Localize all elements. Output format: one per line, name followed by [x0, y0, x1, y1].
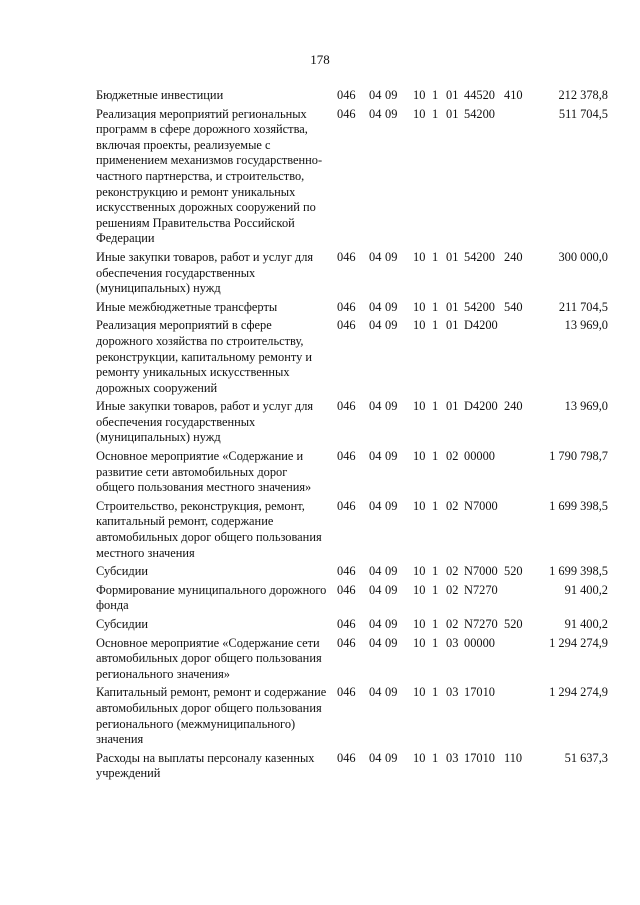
direction-code: D4200	[464, 318, 498, 333]
program-code: 10	[413, 617, 426, 631]
section-code: 04	[369, 318, 382, 333]
subprogram-code: 1	[432, 249, 439, 264]
direction-code: 44520	[464, 88, 495, 102]
program-code: 10	[413, 498, 426, 513]
amount: 1 699 398,5	[549, 498, 608, 513]
admin-code: 046	[337, 318, 356, 333]
expense-type-code: 240	[504, 249, 523, 264]
row-name: Иные закупки товаров, работ и услуг для обеспечения государственных (муниципальных) нужд	[96, 399, 314, 445]
direction-code: 00000	[464, 449, 495, 464]
row-name: Субсидии	[96, 617, 148, 631]
row-name: Основное мероприятие «Содержание и развитие сети автомобильных дорог общего пользования местного значения»	[96, 449, 312, 495]
program-code: 10	[413, 582, 426, 597]
subsection-code: 09	[385, 399, 398, 414]
admin-code: 046	[337, 106, 356, 121]
program-code: 10	[413, 88, 426, 102]
admin-code: 046	[337, 750, 356, 765]
direction-code: 54200	[464, 106, 495, 121]
section-code: 04	[369, 399, 382, 414]
direction-code: 00000	[464, 635, 495, 650]
amount: 51 637,3	[564, 750, 608, 765]
admin-code: 046	[337, 249, 356, 264]
amount: 211 704,5	[558, 299, 608, 314]
subsection-code: 09	[385, 318, 398, 333]
section-code: 04	[369, 750, 382, 765]
subprogram-code: 1	[432, 88, 439, 102]
row-name: Бюджетные инвестиции	[96, 88, 224, 102]
amount: 300 000,0	[558, 249, 608, 264]
subsection-code: 09	[385, 617, 398, 631]
activity-code: 01	[446, 399, 459, 414]
page-number: 178	[310, 52, 330, 67]
expense-type-code: 520	[504, 564, 523, 579]
program-code: 10	[413, 685, 426, 700]
direction-code: 17010	[464, 685, 495, 700]
direction-code: 54200	[464, 249, 495, 264]
amount: 91 400,2	[564, 617, 608, 631]
admin-code: 046	[337, 635, 356, 650]
subprogram-code: 1	[432, 299, 439, 314]
row-name: Расходы на выплаты персоналу казенных учреждений	[96, 750, 315, 781]
table-row	[0, 583, 640, 614]
expense-type-code: 410	[504, 88, 523, 102]
program-code: 10	[413, 449, 426, 464]
subprogram-code: 1	[432, 685, 439, 700]
direction-code: N7000	[464, 498, 498, 513]
activity-code: 03	[446, 685, 459, 700]
table-row	[0, 685, 640, 747]
row-name: Иные межбюджетные трансферты	[96, 299, 278, 314]
activity-code: 01	[446, 88, 459, 102]
subsection-code: 09	[385, 564, 398, 579]
subsection-code: 09	[385, 449, 398, 464]
table-row	[0, 318, 640, 396]
row-name: Иные закупки товаров, работ и услуг для обеспечения государственных (муниципальных) нужд	[96, 249, 314, 296]
table-row	[0, 564, 640, 580]
section-code: 04	[369, 449, 382, 464]
activity-code: 02	[446, 617, 459, 631]
program-code: 10	[413, 106, 426, 121]
amount: 212 378,8	[558, 88, 608, 102]
admin-code: 046	[337, 88, 356, 102]
subsection-code: 09	[385, 249, 398, 264]
subprogram-code: 1	[432, 498, 439, 513]
subprogram-code: 1	[432, 449, 439, 464]
admin-code: 046	[337, 617, 356, 631]
subprogram-code: 1	[432, 617, 439, 631]
amount: 91 400,2	[564, 582, 608, 597]
table-row	[0, 449, 640, 496]
admin-code: 046	[337, 399, 356, 414]
table-row	[0, 617, 640, 633]
subprogram-code: 1	[432, 399, 439, 414]
activity-code: 03	[446, 635, 459, 650]
subsection-code: 09	[385, 635, 398, 650]
row-name: Основное мероприятие «Содержание сети автомобильных дорог общего пользования регионального значения»	[96, 635, 322, 681]
amount: 13 969,0	[564, 318, 608, 333]
row-name: Строительство, реконструкция, ремонт, капитальный ремонт, содержание автомобильных дорог общего пользования местного значения	[96, 498, 322, 560]
expense-type-code: 540	[504, 299, 523, 314]
program-code: 10	[413, 564, 426, 579]
subprogram-code: 1	[432, 318, 439, 333]
admin-code: 046	[337, 498, 356, 513]
activity-code: 02	[446, 498, 459, 513]
subprogram-code: 1	[432, 106, 439, 121]
subprogram-code: 1	[432, 582, 439, 597]
row-name: Реализация мероприятий в сфере дорожного хозяйства по строительству, реконструкции, капитальному ремонту и ремонту уникальных искусственных дорожных сооружений	[96, 318, 313, 395]
direction-code: N7270	[464, 617, 498, 631]
admin-code: 046	[337, 685, 356, 700]
direction-code: 17010	[464, 750, 495, 765]
admin-code: 046	[337, 449, 356, 464]
admin-code: 046	[337, 582, 356, 597]
table-row	[0, 636, 640, 683]
program-code: 10	[413, 249, 426, 264]
activity-code: 01	[446, 318, 459, 333]
program-code: 10	[413, 750, 426, 765]
section-code: 04	[369, 498, 382, 513]
direction-code: N7000	[464, 564, 498, 579]
row-name: Реализация мероприятий региональных программ в сфере дорожного хозяйства, включая проекты, реализуемые с применением механизмов государственно-частного партнерства, и строительство, реконструкцию и ремонт уникальных искусственных дорожных сооружений по решениям Правительства Российской Федерации	[96, 106, 323, 246]
activity-code: 01	[446, 299, 459, 314]
program-code: 10	[413, 318, 426, 333]
subprogram-code: 1	[432, 750, 439, 765]
subsection-code: 09	[385, 88, 398, 102]
activity-code: 03	[446, 750, 459, 765]
table-row	[0, 88, 640, 104]
expense-type-code: 110	[504, 750, 523, 765]
section-code: 04	[369, 564, 382, 579]
table-row	[0, 250, 640, 297]
program-code: 10	[413, 635, 426, 650]
table-row	[0, 499, 640, 561]
section-code: 04	[369, 88, 382, 102]
table-row	[0, 399, 640, 446]
row-name: Капитальный ремонт, ремонт и содержание автомобильных дорог общего пользования регионального (межмуниципального) значения	[96, 685, 327, 747]
section-code: 04	[369, 299, 382, 314]
direction-code: D4200	[464, 399, 498, 414]
subsection-code: 09	[385, 582, 398, 597]
row-name: Субсидии	[96, 564, 148, 579]
admin-code: 046	[337, 299, 356, 314]
activity-code: 01	[446, 249, 459, 264]
program-code: 10	[413, 399, 426, 414]
amount: 1 699 398,5	[549, 564, 608, 579]
section-code: 04	[369, 635, 382, 650]
subsection-code: 09	[385, 498, 398, 513]
program-code: 10	[413, 299, 426, 314]
table-row	[0, 300, 640, 316]
table-row	[0, 751, 640, 782]
activity-code: 02	[446, 582, 459, 597]
subsection-code: 09	[385, 106, 398, 121]
expense-type-code: 520	[504, 617, 523, 631]
direction-code: N7270	[464, 582, 498, 597]
section-code: 04	[369, 106, 382, 121]
section-code: 04	[369, 249, 382, 264]
section-code: 04	[369, 582, 382, 597]
amount: 1 294 274,9	[549, 685, 608, 700]
budget-table	[0, 88, 640, 785]
section-code: 04	[369, 617, 382, 631]
row-name: Формирование муниципального дорожного фонда	[96, 582, 327, 613]
subsection-code: 09	[385, 685, 398, 700]
amount: 511 704,5	[558, 106, 608, 121]
section-code: 04	[369, 685, 382, 700]
amount: 13 969,0	[564, 399, 608, 414]
admin-code: 046	[337, 564, 356, 579]
activity-code: 01	[446, 106, 459, 121]
expense-type-code: 240	[504, 399, 523, 414]
table-row	[0, 107, 640, 247]
direction-code: 54200	[464, 299, 495, 314]
activity-code: 02	[446, 449, 459, 464]
subprogram-code: 1	[432, 564, 439, 579]
subprogram-code: 1	[432, 635, 439, 650]
amount: 1 294 274,9	[549, 635, 608, 650]
subsection-code: 09	[385, 750, 398, 765]
activity-code: 02	[446, 564, 459, 579]
amount: 1 790 798,7	[549, 449, 608, 464]
subsection-code: 09	[385, 299, 398, 314]
